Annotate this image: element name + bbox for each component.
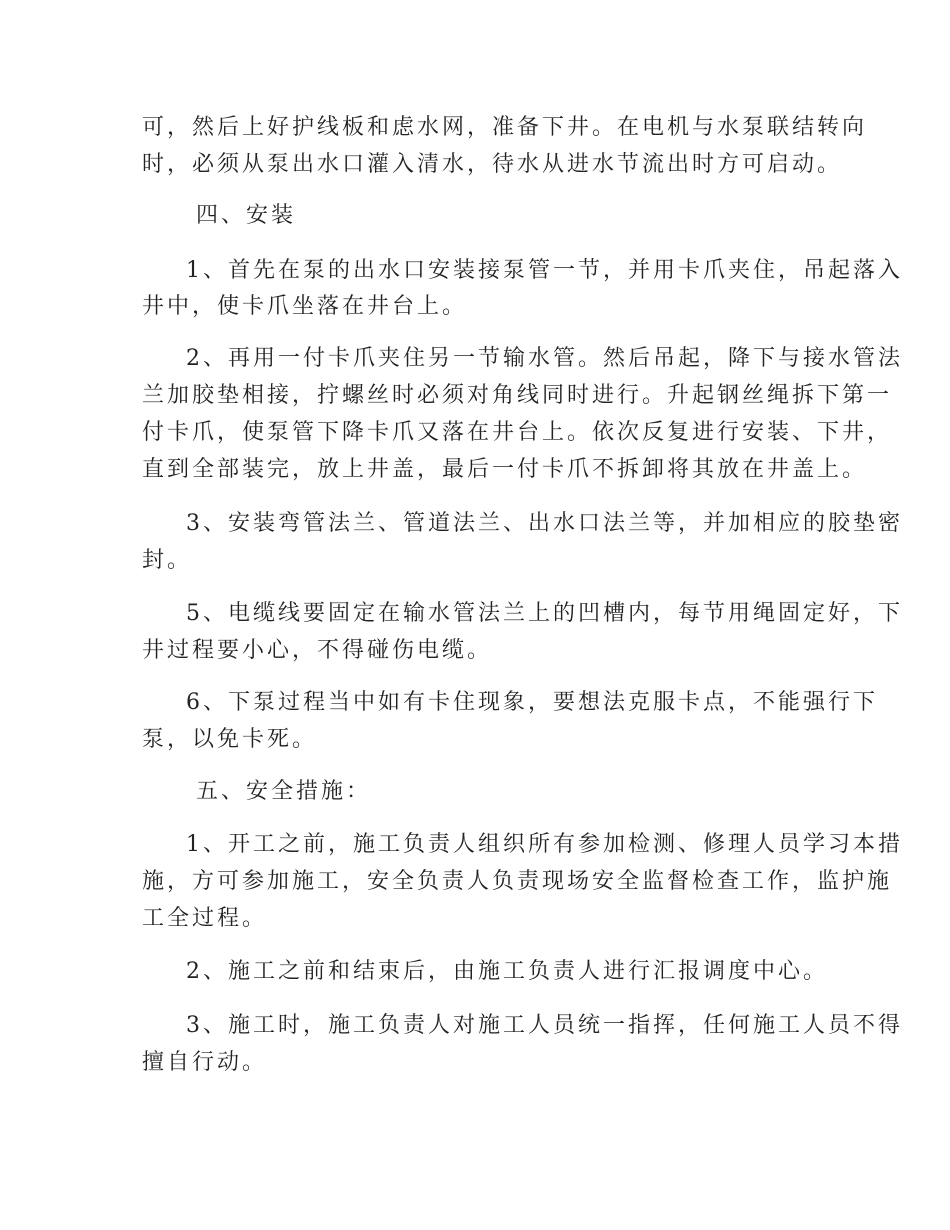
paragraph-line: 付卡爪，使泵管下降卡爪又落在井台上。依次反复进行安装、下井， — [142, 420, 893, 445]
paragraph-line: 封。 — [142, 548, 193, 573]
paragraph-line: 可，然后上好护线板和虑水网，准备下井。在电机与水泵联结转向 — [142, 115, 868, 140]
section-heading: 五、安全措施： — [196, 779, 372, 804]
paragraph-line: 1、首先在泵的出水口安装接泵管一节，并用卡爪夹住，吊起落入 — [186, 258, 903, 283]
paragraph-line: 2、再用一付卡爪夹住另一节输水管。然后吊起，降下与接水管法 — [186, 346, 903, 371]
paragraph-line: 井过程要小心，不得碰伤电缆。 — [142, 638, 493, 663]
paragraph-line: 井中，使卡爪坐落在井台上。 — [142, 294, 468, 319]
paragraph-line: 2、施工之前和结束后，由施工负责人进行汇报调度中心。 — [186, 959, 828, 984]
paragraph-line: 擅自行动。 — [142, 1050, 268, 1075]
paragraph-line: 6、下泵过程当中如有卡住现象，要想法克服卡点，不能强行下 — [186, 690, 878, 715]
paragraph-line: 5、电缆线要固定在输水管法兰上的凹槽内，每节用绳固定好，下 — [186, 601, 903, 626]
paragraph-line: 3、安装弯管法兰、管道法兰、出水口法兰等，并加相应的胶垫密 — [186, 511, 903, 536]
paragraph-line: 3、施工时，施工负责人对施工人员统一指挥，任何施工人员不得 — [186, 1013, 903, 1038]
paragraph-line: 直到全部装完，放上井盖，最后一付卡爪不拆卸将其放在井盖上。 — [142, 457, 868, 482]
section-heading: 四、安装 — [196, 203, 297, 228]
paragraph-line: 施，方可参加施工，安全负责人负责现场安全监督检查工作，监护施 — [142, 869, 893, 894]
paragraph-line: 工全过程。 — [142, 906, 268, 931]
paragraph-line: 泵，以免卡死。 — [142, 727, 318, 752]
paragraph-line: 时，必须从泵出水口灌入清水，待水从进水节流出时方可启动。 — [142, 152, 843, 177]
paragraph-line: 1、开工之前，施工负责人组织所有参加检测、修理人员学习本措 — [186, 832, 903, 857]
paragraph-line: 兰加胶垫相接，拧螺丝时必须对角线同时进行。升起钢丝绳拆下第一 — [142, 383, 893, 408]
